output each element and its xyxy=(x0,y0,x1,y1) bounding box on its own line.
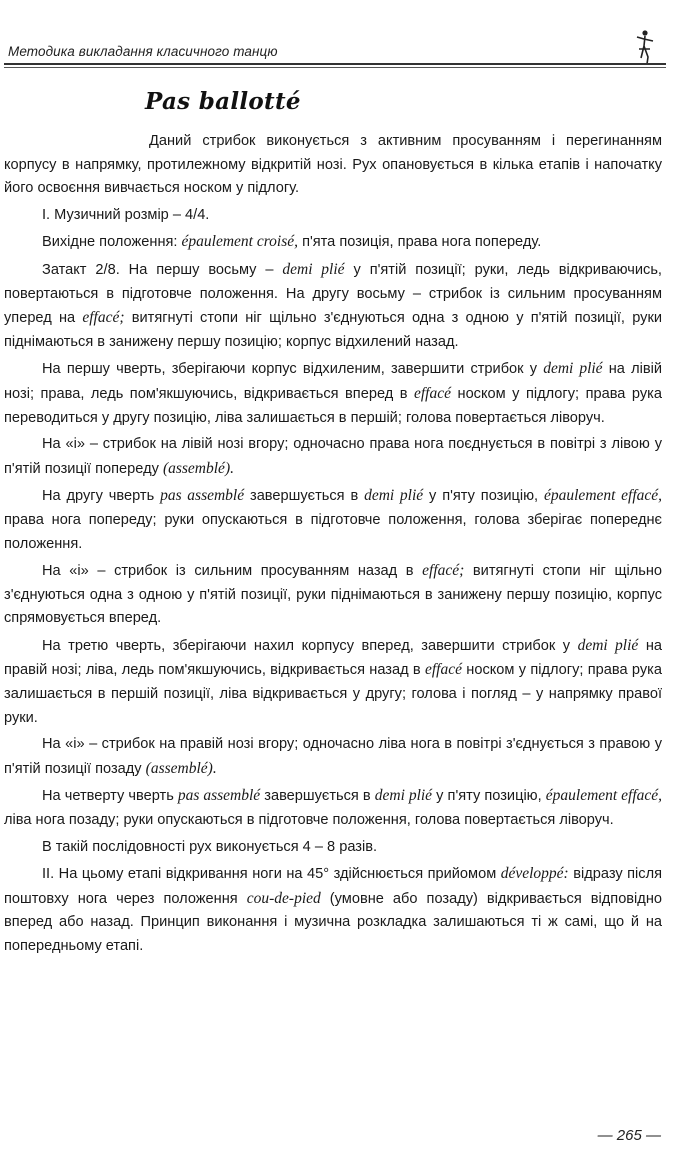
paragraph-2: І. Музичний розмір – 4/4. xyxy=(42,206,210,223)
section-title: Pas ballotté xyxy=(145,88,301,115)
paragraph-6: На «і» – стрибок на лівій нозі вгору; одночасно права нога поєднується в повітрі з лівою у п'ятій позиції попереду (assemblé). xyxy=(4,436,662,477)
paragraph-9: На третю чверть, зберігаючи нахил корпусу вперед, завершити стрибок у demi plié на правій нозі; ліва, ледь пом'якшуючись, відкривається назад в effacé носком у підлогу; права рука залишається в першій позиції, ліва відкривається у другу; голова і погляд – у напрямку правої руки. xyxy=(4,636,662,726)
dancer-icon xyxy=(632,28,658,68)
header-rule xyxy=(4,63,666,65)
paragraph-8: На «і» – стрибок із сильним просуванням назад в effacé; витягнуті стопи ніг щільно з'єднуються одна з одною у п'ятій позиції, руки піднімаються в занижену першу позицію, корпус спрямовується вперед. xyxy=(4,562,662,627)
header-title: Методика викладання класичного танцю xyxy=(8,44,278,59)
paragraph-1: Даний стрибок виконується з активним просуванням і перегинанням корпусу в напрямку, протилежному відкритій нозі. Рух опановується в кілька етапів і напочатку його освоєння вивчається носком у підлогу. xyxy=(4,133,662,197)
paragraph-11: На четверту чверть pas assemblé завершується в demi plié у п'яту позицію, épaulement effacé, ліва нога позаду; руки опускаються в підготовче положення, голова повертається ліворуч. xyxy=(4,787,663,829)
paragraph-4: Затакт 2/8. На першу восьму – demi plié у п'ятій позиції; руки, ледь відкриваючись, повертаються в підготовче положення. На другу восьму – стрибок із сильним просуванням уперед на effacé; витягнуті стопи ніг щільно з'єднуються одна з одною у п'ятій позиції, руки піднімаються в занижену першу позицію; корпус відхилений назад. xyxy=(4,260,662,350)
paragraph-3: Вихідне положення: épaulement croisé, п'ята позиція, права нога попереду. xyxy=(42,233,542,251)
paragraph-5: На першу чверть, зберігаючи корпус відхиленим, завершити стрибок у demi plié на лівій нозі; права, ледь пом'якшуючись, відкривається вперед в effacé носком у підлогу; права рука переводиться у другу позицію, ліва залишається в першій; голова повертається ліворуч. xyxy=(4,360,662,426)
page-number: — 265 — xyxy=(597,1127,661,1144)
paragraph-10: На «і» – стрибок на правій нозі вгору; одночасно ліва нога в повітрі з'єднується з правою у п'ятій позиції позаду (assemblé). xyxy=(4,736,662,777)
body-text xyxy=(4,130,662,962)
paragraph-12: В такій послідовності рух виконується 4 – 8 разів. xyxy=(42,838,378,855)
paragraph-13: ІІ. На цьому етапі відкривання ноги на 45° здійснюється прийомом développé: відразу після поштовху нога через положення cou-de-pied (умовне або позаду) відкривається відповідно вперед або назад. Принцип виконання і музична розкладка залишаються ті ж самі, що й на попередньому етапі. xyxy=(4,865,662,954)
header-rule-thin xyxy=(4,67,666,68)
running-header xyxy=(4,28,666,68)
paragraph-7: На другу чверть pas assemblé завершується в demi plié у п'яту позицію, épaulement effacé, права нога попереду; руки опускаються в підготовче положення, голова зберігає попереднє положення. xyxy=(4,487,663,552)
